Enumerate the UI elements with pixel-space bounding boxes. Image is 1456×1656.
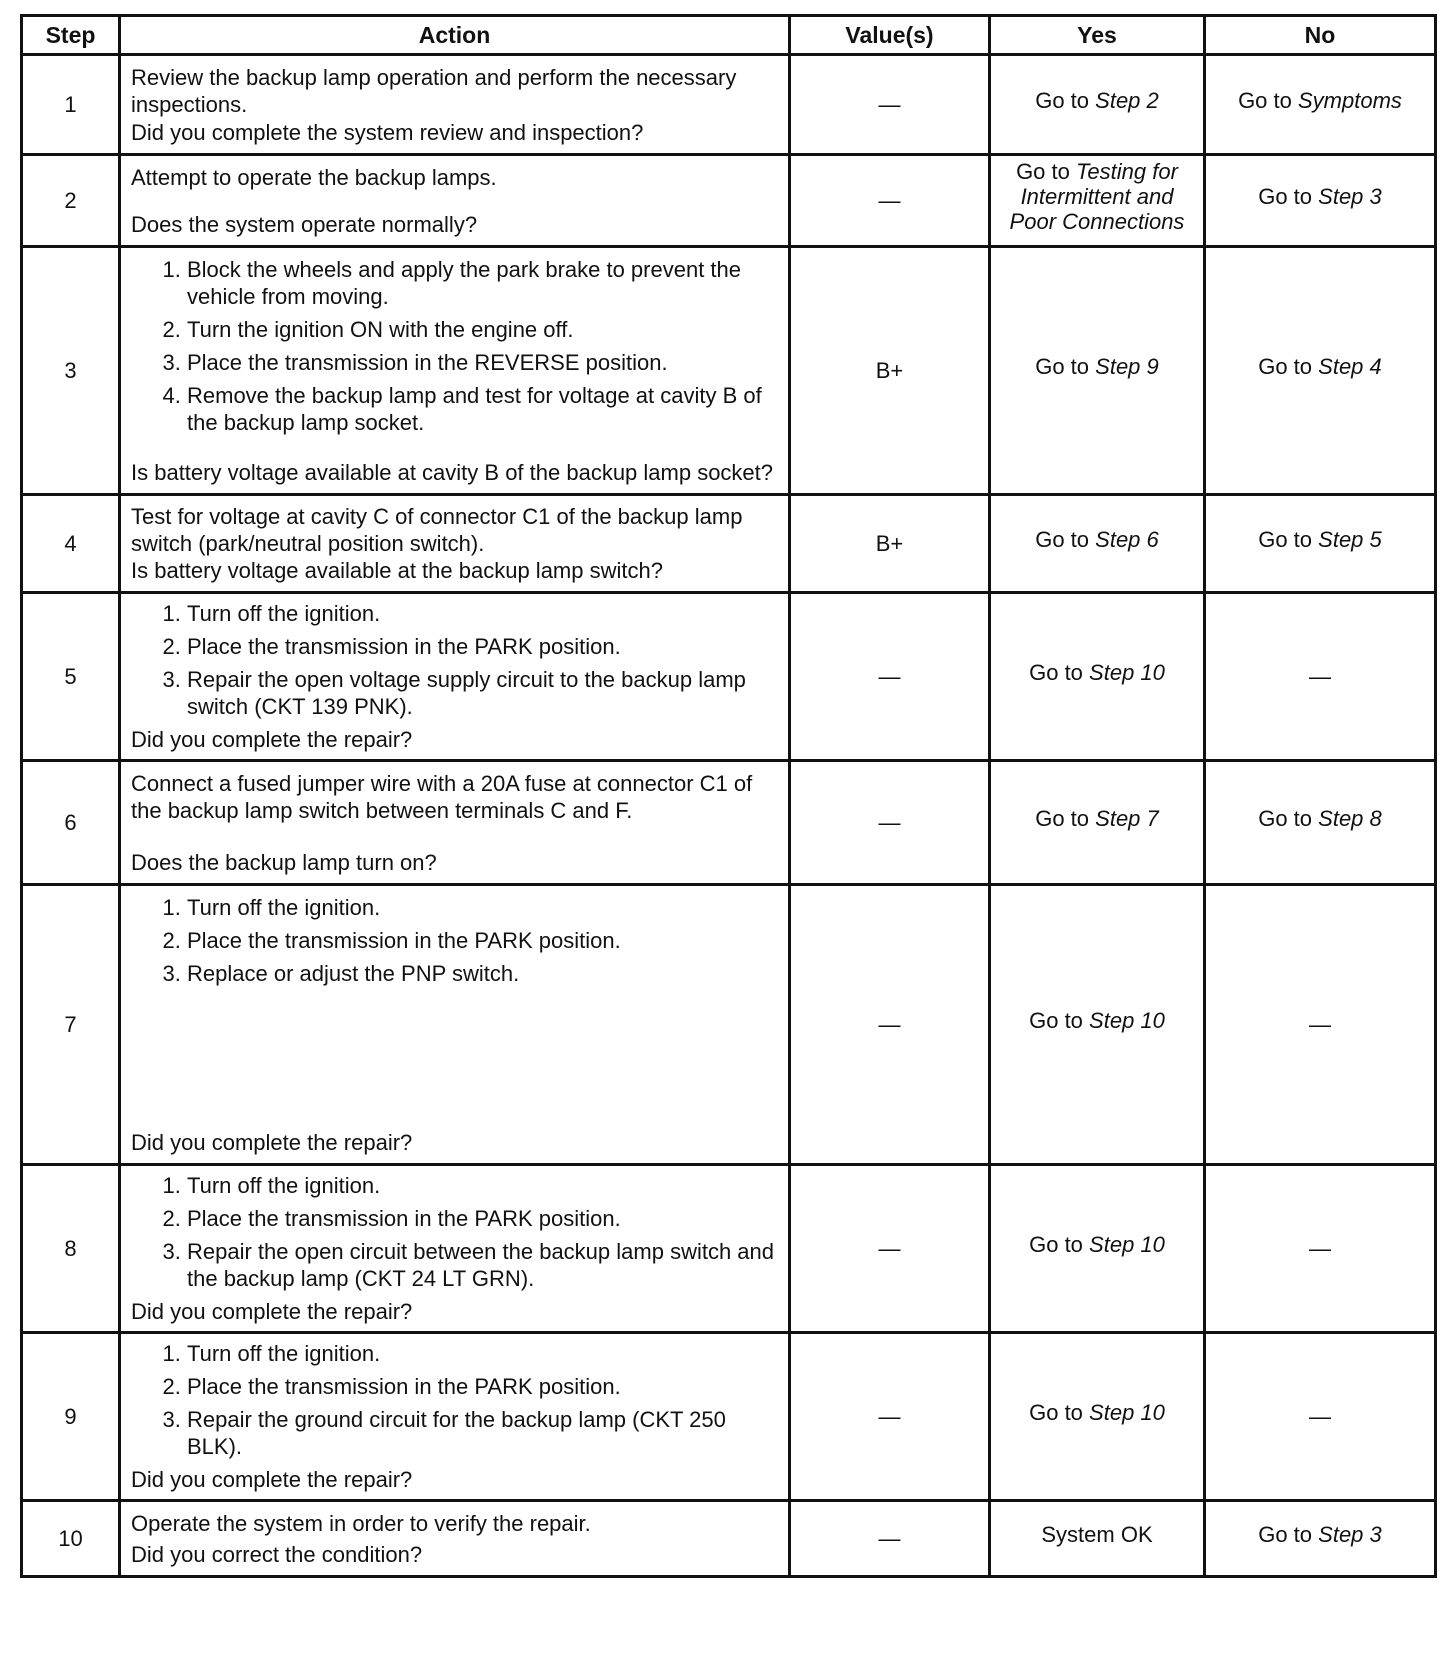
no-prefix: Go to [1258, 806, 1313, 831]
table-row [22, 885, 1436, 1165]
yes-reference: Step 10 [1089, 1400, 1165, 1425]
step-number: 10 [22, 1501, 120, 1577]
action-step-item: 2. Place the transmission in the PARK position. [187, 927, 778, 954]
no-cell [1205, 1165, 1436, 1333]
no-reference: — [1309, 1404, 1331, 1429]
no-reference: Step 5 [1318, 527, 1382, 552]
no-prefix: Go to [1258, 184, 1313, 209]
action-steps-list [131, 894, 778, 987]
no-result [1258, 184, 1382, 209]
action-step-item: 2. Place the transmission in the PARK position. [187, 633, 778, 660]
action-cell [120, 495, 790, 593]
action-question: Did you complete the system review and inspection? [131, 119, 644, 145]
yes-result [1029, 1232, 1165, 1257]
value-cell: — [790, 593, 990, 761]
yes-prefix: Go to [1029, 1008, 1083, 1033]
action-instruction: Test for voltage at cavity C of connector C1 of the backup lamp switch (park/neutral position switch). [131, 504, 743, 556]
no-cell [1205, 155, 1436, 247]
action-cell [120, 1333, 790, 1501]
action-cell [120, 55, 790, 155]
no-prefix: Go to [1258, 354, 1313, 379]
action-cell [120, 761, 790, 885]
yes-result [1035, 806, 1159, 831]
no-cell [1205, 55, 1436, 155]
step-number: 7 [22, 885, 120, 1165]
value-cell: — [790, 885, 990, 1165]
action-step-item: 3. Repair the ground circuit for the backup lamp (CKT 250 BLK). [187, 1406, 778, 1460]
step-number: 1 [22, 55, 120, 155]
table-row [22, 247, 1436, 495]
action-question: Did you correct the condition? [131, 1541, 423, 1567]
no-prefix: Go to [1258, 1522, 1313, 1547]
yes-cell [990, 885, 1205, 1165]
yes-result [1029, 1400, 1165, 1425]
yes-prefix: Go to [1029, 1232, 1083, 1257]
action-steps-list [131, 1340, 778, 1460]
action-question: Did you complete the repair? [131, 1467, 413, 1492]
action-question: Is battery voltage available at the backup lamp switch? [131, 558, 663, 583]
no-reference: Symptoms [1298, 88, 1402, 113]
header-action: Action [120, 16, 790, 55]
no-reference: Step 4 [1318, 354, 1382, 379]
action-steps-list [131, 1172, 778, 1292]
action-cell [120, 155, 790, 247]
action-step-item: 2. Place the transmission in the PARK position. [187, 1205, 778, 1232]
step-number: 3 [22, 247, 120, 495]
table-row [22, 55, 1436, 155]
no-result [1258, 354, 1382, 379]
step-number: 5 [22, 593, 120, 761]
action-instruction: Connect a fused jumper wire with a 20A fuse at connector C1 of the backup lamp switch between terminals C and F. [131, 770, 753, 823]
no-result [1309, 1404, 1331, 1429]
yes-prefix: Go to [1035, 527, 1090, 552]
action-instruction: Review the backup lamp operation and perform the necessary inspections. [131, 64, 737, 117]
action-instruction: Operate the system in order to verify the repair. [131, 1510, 591, 1536]
step-number: 2 [22, 155, 120, 247]
table-row [22, 1165, 1436, 1333]
action-cell [120, 1165, 790, 1333]
yes-cell [990, 761, 1205, 885]
action-cell [120, 1501, 790, 1577]
yes-prefix: System OK [1041, 1522, 1153, 1547]
action-step-item: 2. Place the transmission in the PARK position. [187, 1373, 778, 1400]
table-row [22, 761, 1436, 885]
action-step-item: 3. Replace or adjust the PNP switch. [187, 960, 778, 987]
no-reference: — [1309, 1236, 1331, 1261]
action-step-item: 1. Turn off the ignition. [187, 600, 778, 627]
table-row [22, 1501, 1436, 1577]
no-reference: — [1309, 664, 1331, 689]
yes-reference: Step 6 [1095, 527, 1159, 552]
action-step-item: 4. Remove the backup lamp and test for voltage at cavity B of the backup lamp socket. [187, 382, 778, 436]
yes-cell [990, 593, 1205, 761]
yes-reference: Step 2 [1095, 88, 1159, 113]
table-row [22, 155, 1436, 247]
action-step-item: 1. Block the wheels and apply the park brake to prevent the vehicle from moving. [187, 256, 778, 310]
action-cell [120, 247, 790, 495]
no-result [1258, 806, 1382, 831]
step-number: 9 [22, 1333, 120, 1501]
yes-cell [990, 495, 1205, 593]
action-question: Is battery voltage available at cavity B of the backup lamp socket? [131, 459, 774, 485]
yes-prefix: Go to [1035, 806, 1090, 831]
yes-cell [990, 1333, 1205, 1501]
action-steps-list [131, 256, 778, 436]
action-question: Did you complete the repair? [131, 1299, 413, 1324]
yes-prefix: Go to [1029, 660, 1083, 685]
no-cell [1205, 761, 1436, 885]
yes-result [1035, 88, 1159, 113]
action-question: Did you complete the repair? [131, 1129, 413, 1155]
yes-reference: Step 10 [1089, 1008, 1165, 1033]
header-no: No [1205, 16, 1436, 55]
yes-reference: Step 10 [1089, 1232, 1165, 1257]
step-number: 6 [22, 761, 120, 885]
no-reference: Step 8 [1318, 806, 1382, 831]
no-cell [1205, 885, 1436, 1165]
action-step-item: 1. Turn off the ignition. [187, 1172, 778, 1199]
action-step-item: 3. Place the transmission in the REVERSE position. [187, 349, 778, 376]
no-cell [1205, 247, 1436, 495]
action-step-item: 1. Turn off the ignition. [187, 1340, 778, 1367]
yes-reference: Testing for Intermittent and Poor Connections [1009, 159, 1185, 234]
no-cell [1205, 1501, 1436, 1577]
no-result [1309, 1236, 1331, 1261]
header-values: Value(s) [790, 16, 990, 55]
no-reference: Step 3 [1318, 1522, 1382, 1547]
diagnostic-table [20, 14, 1437, 1578]
value-cell: — [790, 55, 990, 155]
yes-cell [990, 247, 1205, 495]
value-cell: — [790, 1165, 990, 1333]
no-reference: Step 3 [1318, 184, 1382, 209]
no-result [1309, 1012, 1331, 1037]
no-result [1258, 1522, 1382, 1547]
no-cell [1205, 495, 1436, 593]
action-step-item: 1. Turn off the ignition. [187, 894, 778, 921]
value-cell: — [790, 155, 990, 247]
header-row [22, 16, 1436, 55]
yes-prefix: Go to [1035, 88, 1090, 113]
yes-result [1029, 1008, 1165, 1033]
yes-prefix: Go to [1029, 1400, 1083, 1425]
action-question: Does the backup lamp turn on? [131, 849, 437, 875]
value-cell: B+ [790, 247, 990, 495]
action-steps-list [131, 600, 778, 720]
action-instruction: Attempt to operate the backup lamps. [131, 164, 497, 190]
header-step: Step [22, 16, 120, 55]
no-prefix: Go to [1238, 88, 1292, 113]
value-cell: — [790, 1333, 990, 1501]
yes-reference: Step 10 [1089, 660, 1165, 685]
yes-cell [990, 1165, 1205, 1333]
yes-result [1035, 354, 1159, 379]
value-cell: — [790, 761, 990, 885]
table-row [22, 1333, 1436, 1501]
action-step-item: 3. Repair the open voltage supply circuit to the backup lamp switch (CKT 139 PNK). [187, 666, 778, 720]
value-cell: — [790, 1501, 990, 1577]
yes-cell [990, 1501, 1205, 1577]
action-cell [120, 593, 790, 761]
no-cell [1205, 593, 1436, 761]
yes-prefix: Go to [1035, 354, 1090, 379]
yes-result [1029, 660, 1165, 685]
yes-reference: Step 9 [1095, 354, 1159, 379]
header-yes: Yes [990, 16, 1205, 55]
yes-prefix: Go to [1016, 159, 1070, 184]
no-cell [1205, 1333, 1436, 1501]
yes-reference: Step 7 [1095, 806, 1159, 831]
no-prefix: Go to [1258, 527, 1313, 552]
no-reference: — [1309, 1012, 1331, 1037]
yes-result [1010, 159, 1185, 234]
step-number: 4 [22, 495, 120, 593]
table-row [22, 593, 1436, 761]
action-step-item: 3. Repair the open circuit between the backup lamp switch and the backup lamp (CKT 24 LT GRN). [187, 1238, 778, 1292]
no-result [1309, 664, 1331, 689]
no-result [1238, 88, 1402, 113]
yes-cell [990, 155, 1205, 247]
yes-cell [990, 55, 1205, 155]
yes-result [1041, 1522, 1152, 1547]
action-cell [120, 885, 790, 1165]
table-body [22, 55, 1436, 1577]
yes-result [1035, 527, 1159, 552]
action-step-item: 2. Turn the ignition ON with the engine off. [187, 316, 778, 343]
action-question: Did you complete the repair? [131, 727, 413, 752]
step-number: 8 [22, 1165, 120, 1333]
no-result [1258, 527, 1382, 552]
table-row [22, 495, 1436, 593]
value-cell: B+ [790, 495, 990, 593]
action-question: Does the system operate normally? [131, 211, 478, 237]
